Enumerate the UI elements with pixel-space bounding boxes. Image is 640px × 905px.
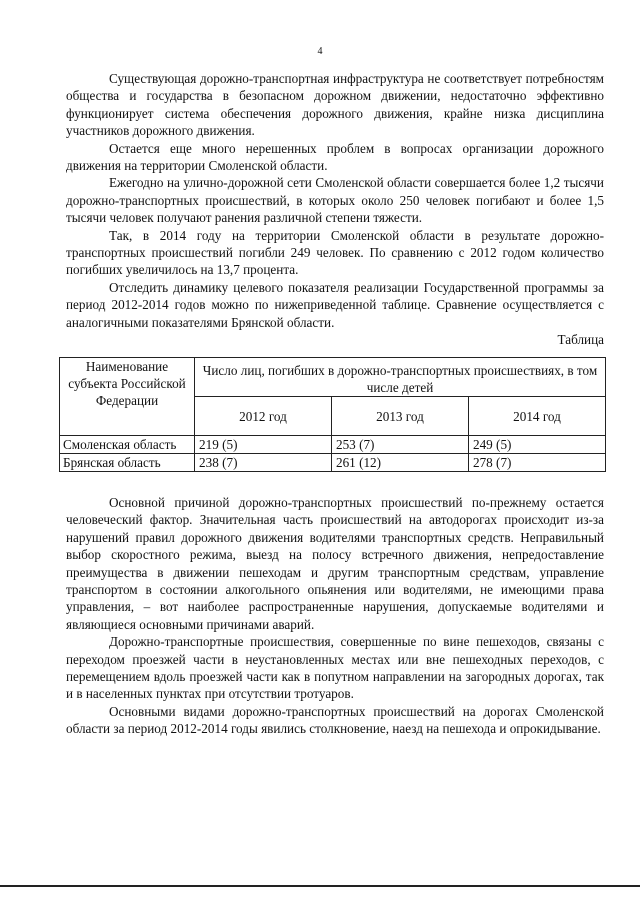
value-cell: 253 (7) [331,436,468,454]
year-header: 2012 год [195,397,332,436]
paragraph: Основной причиной дорожно-транспортных происшествий по-прежнему остается человеческий фактор. Значительная часть происшествий на автодорогах происходит из-за нарушений правил дорожного движения водителями транспортных средств. Неправильный выбор скоростного режима, выезд на полосу встречного движения, непредоставление преимущества в движении пешеходам и другим транспортным средствам, управление транспортом в состоянии алкогольного опьянения или водителями, не имеющими права управления, – вот наиболее распространенные нарушения, допускаемые водителями и являющиеся основными причинами аварий. [66,495,604,632]
fatalities-table [59,357,606,472]
value-cell: 249 (5) [468,436,605,454]
paragraph: Так, в 2014 году на территории Смоленской области в результате дорожно-транспортных происшествий погибли 249 человек. По сравнению с 2012 годом количество погибших увеличилось на 13,7 процента. [66,227,604,278]
paragraph: Отследить динамику целевого показателя реализации Государственной программы за период 2012-2014 годов можно по нижеприведенной таблице. Сравнение осуществляется с аналогичными показателями Брянской области. [66,279,604,330]
page-number: 4 [317,46,323,57]
intro-text [66,70,604,349]
paragraph: Остается еще много нерешенных проблем в вопросах организации дорожного движения на территории Смоленской области. [66,140,604,174]
value-cell: 219 (5) [195,436,332,454]
paragraph: Ежегодно на улично-дорожной сети Смоленской области совершается более 1,2 тысячи дорожно-транспортных происшествий, в которых около 250 человек погибают и более 1,5 тысячи человек получают ранения различной степени тяжести. [66,175,604,226]
region-cell: Смоленская область [60,436,195,454]
table-row [60,436,606,454]
paragraph: Существующая дорожно-транспортная инфраструктура не соответствует потребностям общества и государства в безопасном дорожном движении, недостаточно эффективно функционирует система обеспечения дорожного движения, крайне низка дисциплина участников дорожного движения. [66,71,604,139]
fatalities-column-header: Число лиц, погибших в дорожно-транспортных происшествиях, в том числе детей [195,358,606,397]
value-cell: 261 (12) [331,454,468,472]
paragraph: Основными видами дорожно-транспортных происшествий на дорогах Смоленской области за период 2012-2014 годы явились столкновение, наезд на пешехода и опрокидывание. [66,703,604,737]
value-cell: 238 (7) [195,454,332,472]
analysis-text [66,494,604,738]
year-header: 2013 год [331,397,468,436]
region-cell: Брянская область [60,454,195,472]
value-cell: 278 (7) [468,454,605,472]
paragraph: Дорожно-транспортные происшествия, совершенные по вине пешеходов, связаны с переходом проезжей части в неустановленных местах или вне пешеходных переходов, с перемещением вдоль проезжей части как в попутном направлении на загородных дорогах, так и в населенных пунктах при отсутствии тротуаров. [66,634,604,702]
table-caption: Таблица [557,332,604,348]
year-header: 2014 год [468,397,605,436]
footer-divider [0,885,640,887]
region-column-header: Наименование субъекта Российской Федерации [60,358,195,436]
table-row [60,454,606,472]
